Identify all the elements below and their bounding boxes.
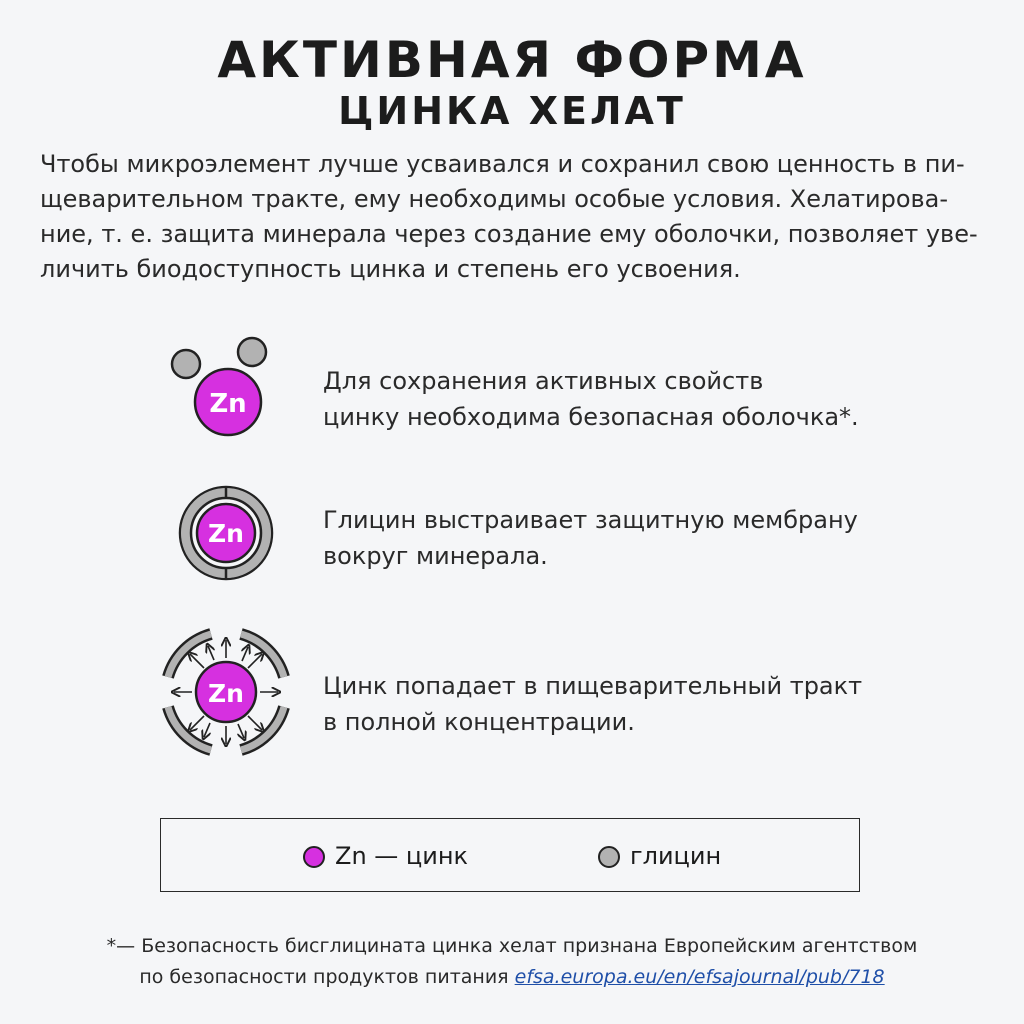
page-title: АКТИВНАЯ ФОРМА (217, 31, 807, 89)
intro-line: Чтобы микроэлемент лучше усваивался и сохранил свою ценность в пи- (40, 150, 965, 178)
footnote (0, 931, 1024, 993)
intro-paragraph (40, 147, 990, 287)
efsa-link[interactable]: efsa.europa.eu/en/efsajournal/pub/718 (514, 966, 885, 988)
step-text (323, 363, 859, 435)
glycine-molecule-right (238, 338, 266, 366)
legend-item-glycine (598, 841, 721, 871)
step-text (323, 502, 858, 574)
footnote-line-prefix: по безопасности продуктов питания (139, 966, 515, 988)
intro-line: личить биодоступность цинка и степень его усвоения. (40, 255, 741, 283)
step-text-line: цинку необходима безопасная оболочка*. (323, 403, 859, 431)
zinc-released-from-shell-icon (150, 620, 310, 770)
step-row-unprotected (0, 328, 1024, 488)
zinc-symbol: Zn (208, 519, 244, 548)
glycine-legend-dot-icon (598, 846, 620, 868)
legend-box (160, 818, 860, 892)
zinc-in-glycine-shell-icon (150, 480, 310, 590)
footnote-line: *— Безопасность бисглицината цинка хелат признана Европейским агентством (106, 935, 918, 957)
step-row-shielded (0, 480, 1024, 640)
glycine-molecule-left (172, 350, 200, 378)
step-row-released (0, 620, 1024, 780)
intro-line: ние, т. е. защита минерала через создание ему оболочки, позволяет уве- (40, 220, 978, 248)
legend-label-glycine: глицин (630, 842, 722, 870)
step-text (323, 668, 862, 740)
step-text-line: вокруг минерала. (323, 542, 548, 570)
step-text-line: в полной концентрации. (323, 708, 635, 736)
step-text-line: Цинк попадает в пищеварительный тракт (323, 672, 863, 700)
legend-label-zinc: Zn — цинк (335, 842, 469, 870)
intro-line: щеварительном тракте, ему необходимы особые условия. Хелатирова- (40, 185, 949, 213)
step-text-line: Для сохранения активных свойств (323, 367, 764, 395)
zinc-symbol: Zn (209, 389, 247, 419)
step-text-line: Глицин выстраивает защитную мембрану (323, 506, 858, 534)
legend-item-zinc (303, 841, 468, 871)
page-subtitle: ЦИНКА ХЕЛАТ (338, 89, 686, 133)
zinc-legend-dot-icon (303, 846, 325, 868)
zinc-symbol: Zn (208, 679, 244, 708)
zinc-with-glycine-molecules-icon (150, 328, 310, 448)
